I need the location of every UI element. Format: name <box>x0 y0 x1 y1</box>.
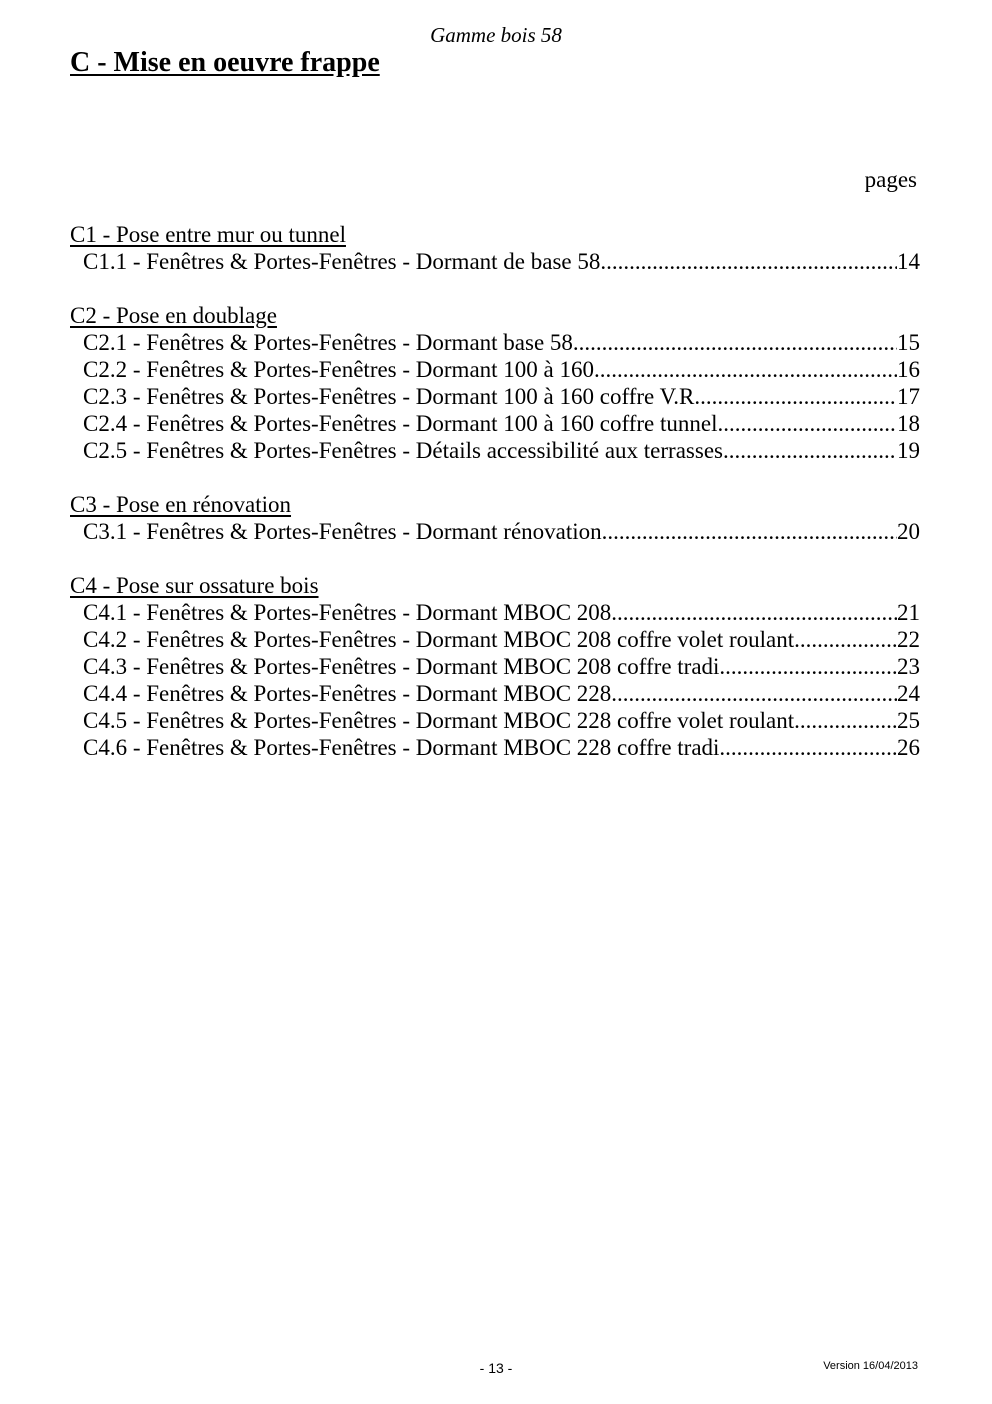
toc-entry <box>70 653 920 680</box>
toc-entry <box>70 329 920 356</box>
pages-column-label: pages <box>864 167 917 192</box>
table-of-contents <box>70 221 920 788</box>
entry-page-number: 19 <box>897 438 920 463</box>
entry-label: C4.1 - Fenêtres & Portes-Fenêtres - Dormant MBOC 208 <box>83 600 612 625</box>
dot-leader <box>717 410 897 437</box>
entry-page-number: 14 <box>897 249 920 274</box>
section-title: C3 - Pose en rénovation <box>70 492 292 517</box>
entry-page-number: 25 <box>897 708 920 733</box>
entry-label: C2.3 - Fenêtres & Portes-Fenêtres - Dormant 100 à 160 coffre V.R <box>83 384 695 409</box>
section-title: C1 - Pose entre mur ou tunnel <box>70 222 346 247</box>
toc-entry <box>70 734 920 761</box>
entry-page-number: 18 <box>897 411 920 436</box>
toc-entry <box>70 437 920 464</box>
entry-label: C2.5 - Fenêtres & Portes-Fenêtres - Détails accessibilité aux terrasses <box>83 438 723 463</box>
toc-entry <box>70 707 920 734</box>
section-title: C4 - Pose sur ossature bois <box>70 573 319 598</box>
entry-label: C2.2 - Fenêtres & Portes-Fenêtres - Dormant 100 à 160 <box>83 357 595 382</box>
entry-page-number: 24 <box>897 681 920 706</box>
entry-label: C4.5 - Fenêtres & Portes-Fenêtres - Dormant MBOC 228 coffre volet roulant <box>83 708 795 733</box>
toc-entry <box>70 383 920 410</box>
dot-leader <box>573 329 897 356</box>
toc-section-c2 <box>70 302 920 464</box>
dot-leader <box>719 734 897 761</box>
entry-page-number: 17 <box>897 384 920 409</box>
footer-version: Version 16/04/2013 <box>823 1360 918 1372</box>
entry-label: C4.4 - Fenêtres & Portes-Fenêtres - Dormant MBOC 228 <box>83 681 612 706</box>
running-header: Gamme bois 58 <box>430 23 562 47</box>
entry-page-number: 26 <box>897 735 920 760</box>
toc-entry <box>70 356 920 383</box>
toc-entry <box>70 599 920 626</box>
dot-leader <box>602 518 897 545</box>
entry-label: C2.1 - Fenêtres & Portes-Fenêtres - Dormant base 58 <box>83 330 573 355</box>
section-title: C2 - Pose en doublage <box>70 303 277 328</box>
toc-entry <box>70 680 920 707</box>
entry-label: C4.6 - Fenêtres & Portes-Fenêtres - Dormant MBOC 228 coffre tradi <box>83 735 720 760</box>
entry-page-number: 21 <box>897 600 920 625</box>
entry-label: C4.3 - Fenêtres & Portes-Fenêtres - Dormant MBOC 208 coffre tradi <box>83 654 720 679</box>
dot-leader <box>723 437 897 464</box>
toc-entry <box>70 626 920 653</box>
entry-label: C4.2 - Fenêtres & Portes-Fenêtres - Dormant MBOC 208 coffre volet roulant <box>83 627 795 652</box>
toc-section-c3 <box>70 491 920 545</box>
dot-leader <box>600 248 897 275</box>
entry-label: C3.1 - Fenêtres & Portes-Fenêtres - Dormant rénovation <box>83 519 602 544</box>
entry-label: C1.1 - Fenêtres & Portes-Fenêtres - Dormant de base 58 <box>83 249 601 274</box>
entry-page-number: 15 <box>897 330 920 355</box>
footer-page-number: - 13 - <box>479 1360 513 1376</box>
toc-entry <box>70 248 920 275</box>
entry-page-number: 20 <box>897 519 920 544</box>
dot-leader <box>794 626 897 653</box>
toc-section-c4 <box>70 572 920 761</box>
toc-entry <box>70 410 920 437</box>
toc-section-c1 <box>70 221 920 275</box>
page-title: C - Mise en oeuvre frappe <box>70 47 380 78</box>
dot-leader <box>611 599 897 626</box>
entry-page-number: 23 <box>897 654 920 679</box>
entry-label: C2.4 - Fenêtres & Portes-Fenêtres - Dormant 100 à 160 coffre tunnel <box>83 411 718 436</box>
entry-page-number: 22 <box>897 627 920 652</box>
entry-page-number: 16 <box>897 357 920 382</box>
dot-leader <box>611 680 897 707</box>
dot-leader <box>794 707 897 734</box>
toc-entry <box>70 518 920 545</box>
dot-leader <box>719 653 897 680</box>
dot-leader <box>594 356 897 383</box>
dot-leader <box>694 383 897 410</box>
